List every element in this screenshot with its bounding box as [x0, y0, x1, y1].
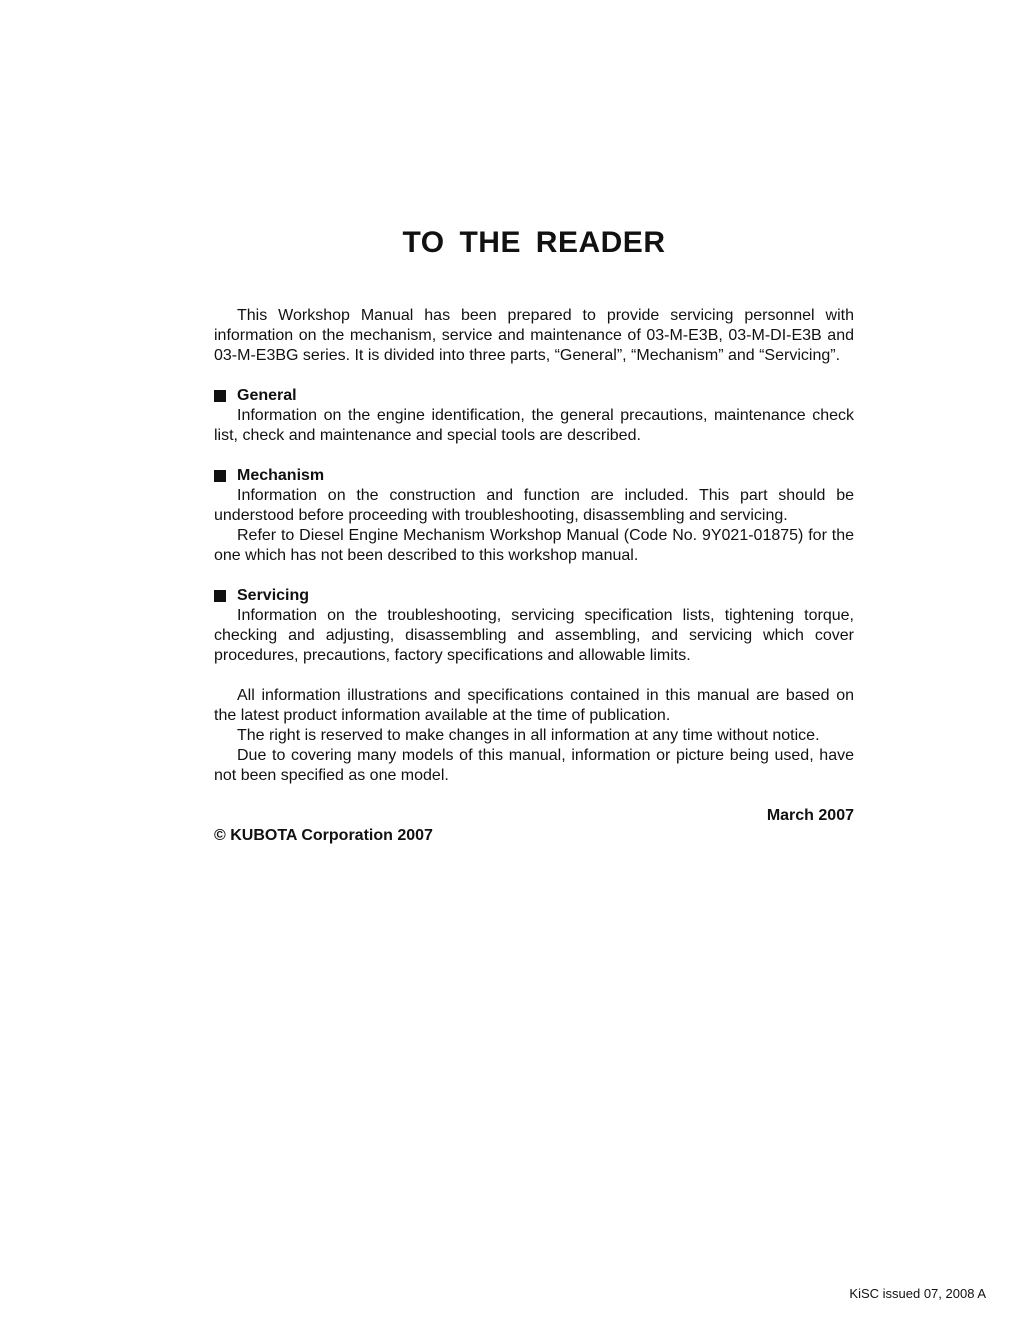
note-paragraph: All information illustrations and specifications contained in this manual are based on the latest product information available at the time of publication.: [214, 687, 854, 724]
section-paragraph: Information on the engine identification, the general precautions, maintenance check list, check and maintenance and special tools are described.: [214, 407, 854, 444]
square-bullet-icon: [214, 470, 226, 482]
note-paragraph: Due to covering many models of this manual, information or picture being used, have not been specified as one model.: [214, 747, 854, 784]
square-bullet-icon: [214, 590, 226, 602]
section-heading-label: Mechanism: [237, 467, 325, 484]
section-servicing: [214, 586, 854, 666]
square-bullet-icon: [214, 390, 226, 402]
section-paragraph: Refer to Diesel Engine Mechanism Workshop Manual (Code No. 9Y021-01875) for the one which has not been described to this workshop manual.: [214, 527, 854, 564]
publication-date: March 2007: [766, 807, 854, 824]
section-general: [214, 386, 854, 446]
copyright-notice: © KUBOTA Corporation 2007: [214, 827, 433, 844]
intro-paragraph: This Workshop Manual has been prepared to provide servicing personnel with information on the mechanism, service and maintenance of 03-M-E3B, 03-M-DI-E3B and 03-M-E3BG series. It is divided into three parts, “General”, “Mechanism” and “Servicing”.: [214, 307, 854, 364]
page-title: TO THE READER: [402, 226, 666, 259]
document-body: [214, 306, 854, 846]
section-paragraph: Information on the troubleshooting, servicing specification lists, tightening torque, checking and adjusting, disassembling and assembling, and servicing which cover procedures, precautions, factory specifications and allowable limits.: [214, 607, 854, 664]
section-paragraph: Information on the construction and function are included. This part should be understood before proceeding with troubleshooting, disassembling and servicing.: [214, 487, 854, 524]
section-heading: [214, 386, 854, 406]
section-heading-label: General: [237, 387, 297, 404]
notes-block: [214, 686, 854, 786]
note-paragraph: The right is reserved to make changes in all information at any time without notice.: [237, 727, 820, 744]
section-heading-label: Servicing: [237, 587, 310, 604]
section-mechanism: [214, 466, 854, 566]
section-heading: [214, 586, 854, 606]
section-heading: [214, 466, 854, 486]
issue-note: KiSC issued 07, 2008 A: [849, 1286, 986, 1301]
